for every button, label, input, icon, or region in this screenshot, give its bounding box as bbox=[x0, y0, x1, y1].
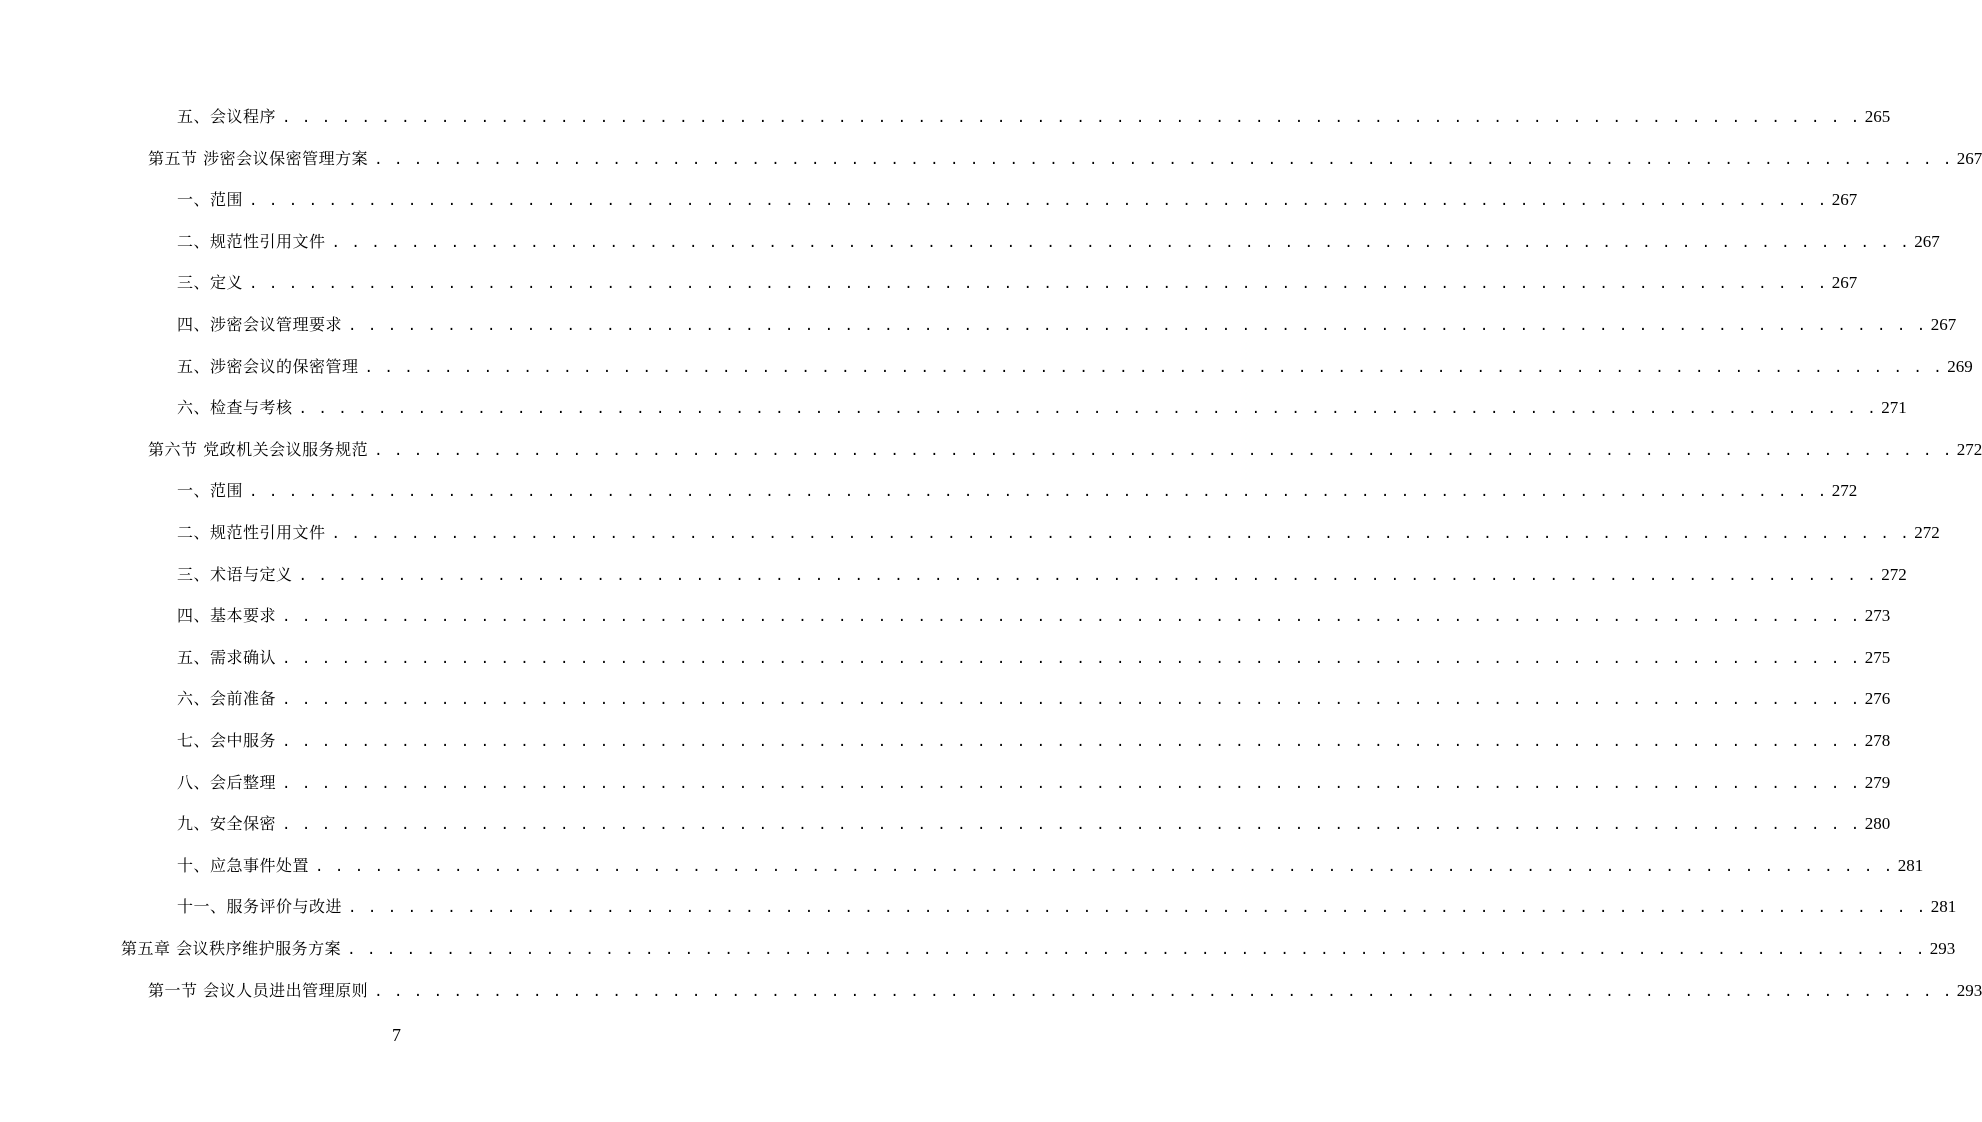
page-number: 7 bbox=[392, 1025, 401, 1045]
dot-leader: . . . . . . . . . . . . . . . . . . . . . . . . . . . . . . . . . . . . . . . . . . . . . . . . . . . . . . . . . . . . . . . . . . . . . . . . . . . . . . . . bbox=[315, 859, 1894, 875]
dot-leader: . . . . . . . . . . . . . . . . . . . . . . . . . . . . . . . . . . . . . . . . . . . . . . . . . . . . . . . . . . . . . . . . . . . . . . . . . . . . . . . . bbox=[364, 360, 1944, 376]
toc-entry-page: 272 bbox=[1956, 440, 1982, 459]
toc-entry-title: 六、会前准备 bbox=[177, 689, 277, 708]
dot-leader: . . . . . . . . . . . . . . . . . . . . . . . . . . . . . . . . . . . . . . . . . . . . . . . . . . . . . . . . . . . . . . . . . . . . . . . . . . . . . . . . bbox=[298, 568, 1878, 584]
toc-entry-page: 293 bbox=[1929, 939, 1956, 958]
dot-leader: . . . . . . . . . . . . . . . . . . . . . . . . . . . . . . . . . . . . . . . . . . . . . . . . . . . . . . . . . . . . . . . . . . . . . . . . . . . . . . . . bbox=[282, 110, 1861, 126]
toc-entry-page: 275 bbox=[1864, 648, 1891, 667]
toc-entry-title: 五、涉密会议的保密管理 bbox=[177, 357, 359, 376]
dot-leader: . . . . . . . . . . . . . . . . . . . . . . . . . . . . . . . . . . . . . . . . . . . . . . . . . . . . . . . . . . . . . . . . . . . . . . . . . . . . . . . . bbox=[374, 443, 1953, 459]
toc-entry-title: 第五章 会议秩序维护服务方案 bbox=[121, 939, 342, 958]
toc-entry-page: 269 bbox=[1947, 357, 1973, 376]
dot-leader: . . . . . . . . . . . . . . . . . . . . . . . . . . . . . . . . . . . . . . . . . . . . . . . . . . . . . . . . . . . . . . . . . . . . . . . . . . . . . . . . bbox=[282, 817, 1861, 833]
toc-entry-title: 五、需求确认 bbox=[177, 648, 277, 667]
toc-entry-title: 七、会中服务 bbox=[177, 731, 277, 750]
toc-entry-page: 265 bbox=[1864, 107, 1891, 126]
toc-entry-page: 280 bbox=[1864, 814, 1891, 833]
dot-leader: . . . . . . . . . . . . . . . . . . . . . . . . . . . . . . . . . . . . . . . . . . . . . . . . . . . . . . . . . . . . . . . . . . . . . . . . . . . . . . . . bbox=[348, 318, 1927, 334]
toc-entry[interactable] bbox=[0, 271, 1858, 295]
toc-entry-page: 276 bbox=[1864, 689, 1891, 708]
toc-entry-page: 278 bbox=[1864, 731, 1891, 750]
toc-entry[interactable] bbox=[0, 937, 1956, 961]
toc-entry-title: 四、基本要求 bbox=[177, 606, 277, 625]
toc-entry[interactable] bbox=[0, 563, 1907, 587]
toc-entry[interactable] bbox=[0, 355, 1973, 379]
toc-entry[interactable] bbox=[0, 105, 1891, 129]
toc-entry-title: 第六节 党政机关会议服务规范 bbox=[148, 440, 369, 459]
toc-entry-title: 四、涉密会议管理要求 bbox=[177, 315, 343, 334]
toc-entry[interactable] bbox=[0, 521, 1940, 545]
toc-entry[interactable] bbox=[0, 313, 1957, 337]
toc-entry[interactable] bbox=[0, 895, 1957, 919]
toc-entry-page: 267 bbox=[1930, 315, 1957, 334]
toc-entry-title: 第五节 涉密会议保密管理方案 bbox=[148, 149, 369, 168]
toc-entry[interactable] bbox=[0, 812, 1891, 836]
toc-entry[interactable] bbox=[0, 979, 1982, 1003]
toc-entry[interactable] bbox=[0, 729, 1891, 753]
dot-leader: . . . . . . . . . . . . . . . . . . . . . . . . . . . . . . . . . . . . . . . . . . . . . . . . . . . . . . . . . . . . . . . . . . . . . . . . . . . . . . . . bbox=[249, 193, 1828, 209]
toc-entry-page: 267 bbox=[1831, 190, 1858, 209]
toc-entry[interactable] bbox=[0, 687, 1891, 711]
toc-entry-page: 273 bbox=[1864, 606, 1891, 625]
dot-leader: . . . . . . . . . . . . . . . . . . . . . . . . . . . . . . . . . . . . . . . . . . . . . . . . . . . . . . . . . . . . . . . . . . . . . . . . . . . . . . . . bbox=[249, 484, 1828, 500]
toc-entry-page: 267 bbox=[1831, 273, 1858, 292]
dot-leader: . . . . . . . . . . . . . . . . . . . . . . . . . . . . . . . . . . . . . . . . . . . . . . . . . . . . . . . . . . . . . . . . . . . . . . . . . . . . . . . . bbox=[282, 692, 1861, 708]
dot-leader: . . . . . . . . . . . . . . . . . . . . . . . . . . . . . . . . . . . . . . . . . . . . . . . . . . . . . . . . . . . . . . . . . . . . . . . . . . . . . . . . bbox=[374, 152, 1953, 168]
toc-entry-title: 十一、服务评价与改进 bbox=[177, 897, 343, 916]
toc-entry-page: 281 bbox=[1930, 897, 1957, 916]
toc-entry-page: 293 bbox=[1956, 981, 1982, 1000]
toc-entry[interactable] bbox=[0, 771, 1891, 795]
toc-entry[interactable] bbox=[0, 147, 1982, 171]
dot-leader: . . . . . . . . . . . . . . . . . . . . . . . . . . . . . . . . . . . . . . . . . . . . . . . . . . . . . . . . . . . . . . . . . . . . . . . . . . . . . . . . bbox=[348, 900, 1927, 916]
toc-entry-page: 279 bbox=[1864, 773, 1891, 792]
dot-leader: . . . . . . . . . . . . . . . . . . . . . . . . . . . . . . . . . . . . . . . . . . . . . . . . . . . . . . . . . . . . . . . . . . . . . . . . . . . . . . . . bbox=[347, 942, 1926, 958]
toc-entry-title: 十、应急事件处置 bbox=[177, 856, 310, 875]
dot-leader: . . . . . . . . . . . . . . . . . . . . . . . . . . . . . . . . . . . . . . . . . . . . . . . . . . . . . . . . . . . . . . . . . . . . . . . . . . . . . . . . bbox=[298, 401, 1878, 417]
toc-entry[interactable] bbox=[0, 646, 1891, 670]
toc-entry[interactable] bbox=[0, 230, 1940, 254]
toc-entry[interactable] bbox=[0, 438, 1982, 462]
toc-entry[interactable] bbox=[0, 188, 1858, 212]
toc-entry-title: 一、范围 bbox=[177, 190, 244, 209]
toc-entry-title: 三、术语与定义 bbox=[177, 565, 293, 584]
dot-leader: . . . . . . . . . . . . . . . . . . . . . . . . . . . . . . . . . . . . . . . . . . . . . . . . . . . . . . . . . . . . . . . . . . . . . . . . . . . . . . . . bbox=[249, 276, 1828, 292]
dot-leader: . . . . . . . . . . . . . . . . . . . . . . . . . . . . . . . . . . . . . . . . . . . . . . . . . . . . . . . . . . . . . . . . . . . . . . . . . . . . . . . . bbox=[282, 609, 1861, 625]
toc-entry-title: 三、定义 bbox=[177, 273, 244, 292]
dot-leader: . . . . . . . . . . . . . . . . . . . . . . . . . . . . . . . . . . . . . . . . . . . . . . . . . . . . . . . . . . . . . . . . . . . . . . . . . . . . . . . . bbox=[282, 651, 1861, 667]
toc-entry-title: 第一节 会议人员进出管理原则 bbox=[148, 981, 369, 1000]
toc-entry-title: 六、检查与考核 bbox=[177, 398, 293, 417]
dot-leader: . . . . . . . . . . . . . . . . . . . . . . . . . . . . . . . . . . . . . . . . . . . . . . . . . . . . . . . . . . . . . . . . . . . . . . . . . . . . . . . . bbox=[282, 734, 1861, 750]
toc-entry[interactable] bbox=[0, 479, 1858, 503]
toc-entry-title: 九、安全保密 bbox=[177, 814, 277, 833]
toc-entry[interactable] bbox=[0, 854, 1924, 878]
toc-entry-title: 一、范围 bbox=[177, 481, 244, 500]
toc-entry-title: 二、规范性引用文件 bbox=[177, 523, 326, 542]
toc-entry[interactable] bbox=[0, 396, 1907, 420]
toc-entry-page: 271 bbox=[1881, 398, 1907, 417]
toc-entry-page: 272 bbox=[1881, 565, 1907, 584]
dot-leader: . . . . . . . . . . . . . . . . . . . . . . . . . . . . . . . . . . . . . . . . . . . . . . . . . . . . . . . . . . . . . . . . . . . . . . . . . . . . . . . . bbox=[282, 776, 1861, 792]
dot-leader: . . . . . . . . . . . . . . . . . . . . . . . . . . . . . . . . . . . . . . . . . . . . . . . . . . . . . . . . . . . . . . . . . . . . . . . . . . . . . . . . bbox=[374, 984, 1953, 1000]
toc-entry-page: 272 bbox=[1831, 481, 1858, 500]
dot-leader: . . . . . . . . . . . . . . . . . . . . . . . . . . . . . . . . . . . . . . . . . . . . . . . . . . . . . . . . . . . . . . . . . . . . . . . . . . . . . . . . bbox=[331, 526, 1911, 542]
toc-entry-page: 272 bbox=[1914, 523, 1940, 542]
toc-entry-title: 二、规范性引用文件 bbox=[177, 232, 326, 251]
toc-entry-title: 五、会议程序 bbox=[177, 107, 277, 126]
dot-leader: . . . . . . . . . . . . . . . . . . . . . . . . . . . . . . . . . . . . . . . . . . . . . . . . . . . . . . . . . . . . . . . . . . . . . . . . . . . . . . . . bbox=[331, 235, 1911, 251]
toc-entry[interactable] bbox=[0, 604, 1891, 628]
toc-entry-page: 267 bbox=[1914, 232, 1940, 251]
toc-entry-title: 八、会后整理 bbox=[177, 773, 277, 792]
toc-entry-page: 281 bbox=[1897, 856, 1924, 875]
toc-entry-page: 267 bbox=[1956, 149, 1982, 168]
